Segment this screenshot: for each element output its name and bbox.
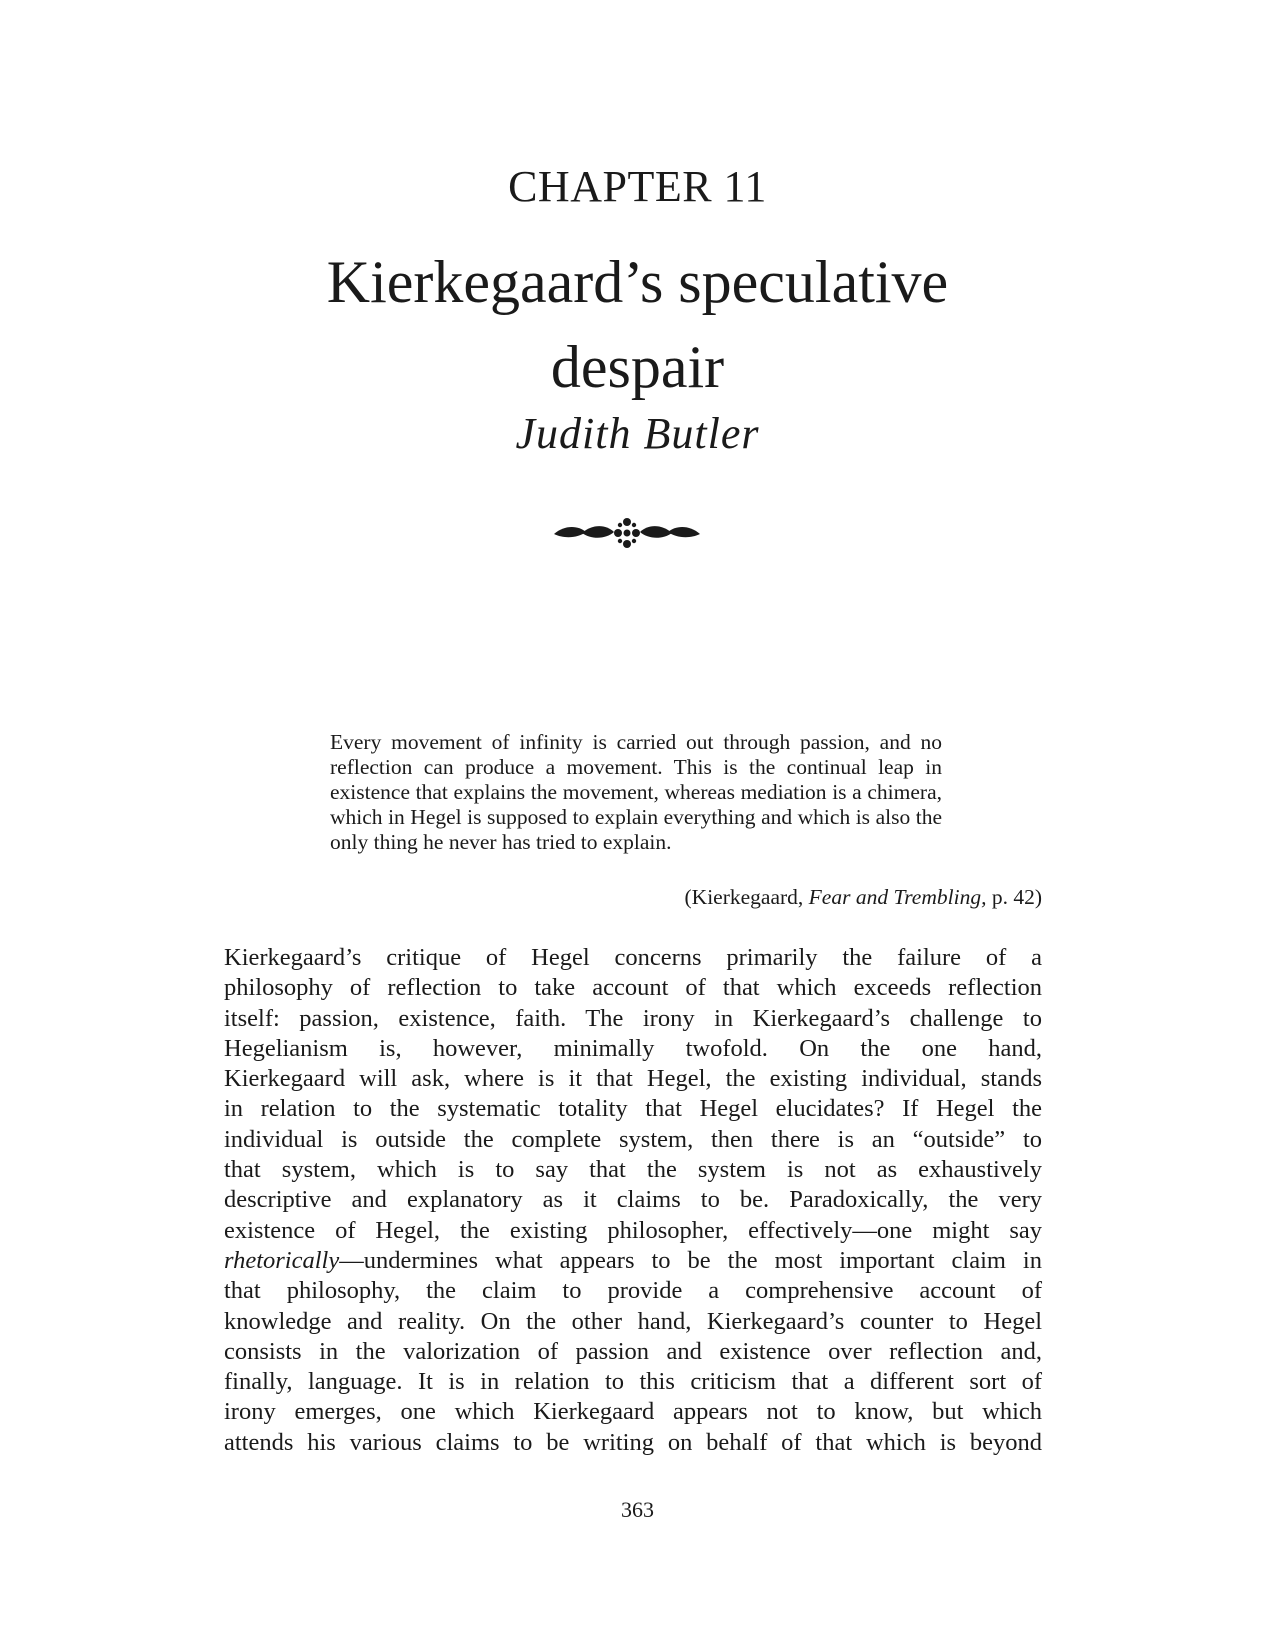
chapter-title-line-1: Kierkegaard’s speculative (326, 249, 949, 315)
body-line: finally, language. It is in relation to this criticism that a different sort of (224, 1368, 1042, 1396)
epigraph (330, 730, 942, 855)
body-line: Kierkegaard’s critique of Hegel concerns primarily the failure of a (224, 944, 1042, 971)
citation-prefix: (Kierkegaard, (684, 885, 809, 909)
epigraph-citation (330, 885, 1042, 910)
body-line: Kierkegaard will ask, where is it that Hegel, the existing individual, stands (224, 1065, 1042, 1093)
chapter-label: CHAPTER 11 (508, 162, 767, 211)
chapter-title (0, 240, 1275, 410)
body-line: that system, which is to say that the system is not as exhaustively (224, 1156, 1042, 1184)
page-number: 363 (621, 1497, 654, 1522)
body-line-rest: —undermines what appears to be the most important claim in (339, 1246, 1042, 1274)
epigraph-text: Every movement of infinity is carried out through passion, and no reflection can produce a movement. This is the continual leap in existence that explains the movement, whereas mediation is a chimera, which in Hegel is supposed to explain everything and which is also the only thing he never has tried to explain. (330, 730, 942, 854)
chapter-title-line-2: despair (550, 334, 725, 400)
body-paragraph (224, 943, 1042, 1458)
citation-suffix: p. 42) (986, 885, 1042, 909)
author-name: Judith Butler (515, 409, 760, 458)
body-line: in relation to the systematic totality that Hegel elucidates? If Hegel the (224, 1095, 1042, 1123)
body-line: that philosophy, the claim to provide a comprehensive account of (224, 1277, 1042, 1305)
body-italic-word: rhetorically (224, 1246, 340, 1274)
body-line: irony emerges, one which Kierkegaard appears not to know, but which (224, 1398, 1042, 1426)
body-line: existence of Hegel, the existing philosopher, effectively—one might say (224, 1216, 1042, 1244)
body-line (224, 1246, 1042, 1276)
body-line: Hegelianism is, however, minimally twofold. On the one hand, (224, 1034, 1042, 1062)
body-line: itself: passion, existence, faith. The irony in Kierkegaard’s challenge to (224, 1004, 1042, 1032)
body-line: descriptive and explanatory as it claims to be. Paradoxically, the very (224, 1186, 1042, 1214)
body-line: philosophy of reflection to take account of that which exceeds reflection (224, 974, 1042, 1002)
body-line: knowledge and reality. On the other hand, Kierkegaard’s counter to Hegel (224, 1307, 1042, 1335)
body-line: attends his various claims to be writing on behalf of that which is beyond (224, 1428, 1042, 1456)
body-line: individual is outside the complete system, then there is an “outside” to (224, 1125, 1042, 1153)
citation-title: Fear and Trembling, (808, 885, 987, 909)
fleuron-ornament-icon (552, 515, 702, 551)
body-line: consists in the valorization of passion and existence over reflection and, (224, 1337, 1042, 1365)
